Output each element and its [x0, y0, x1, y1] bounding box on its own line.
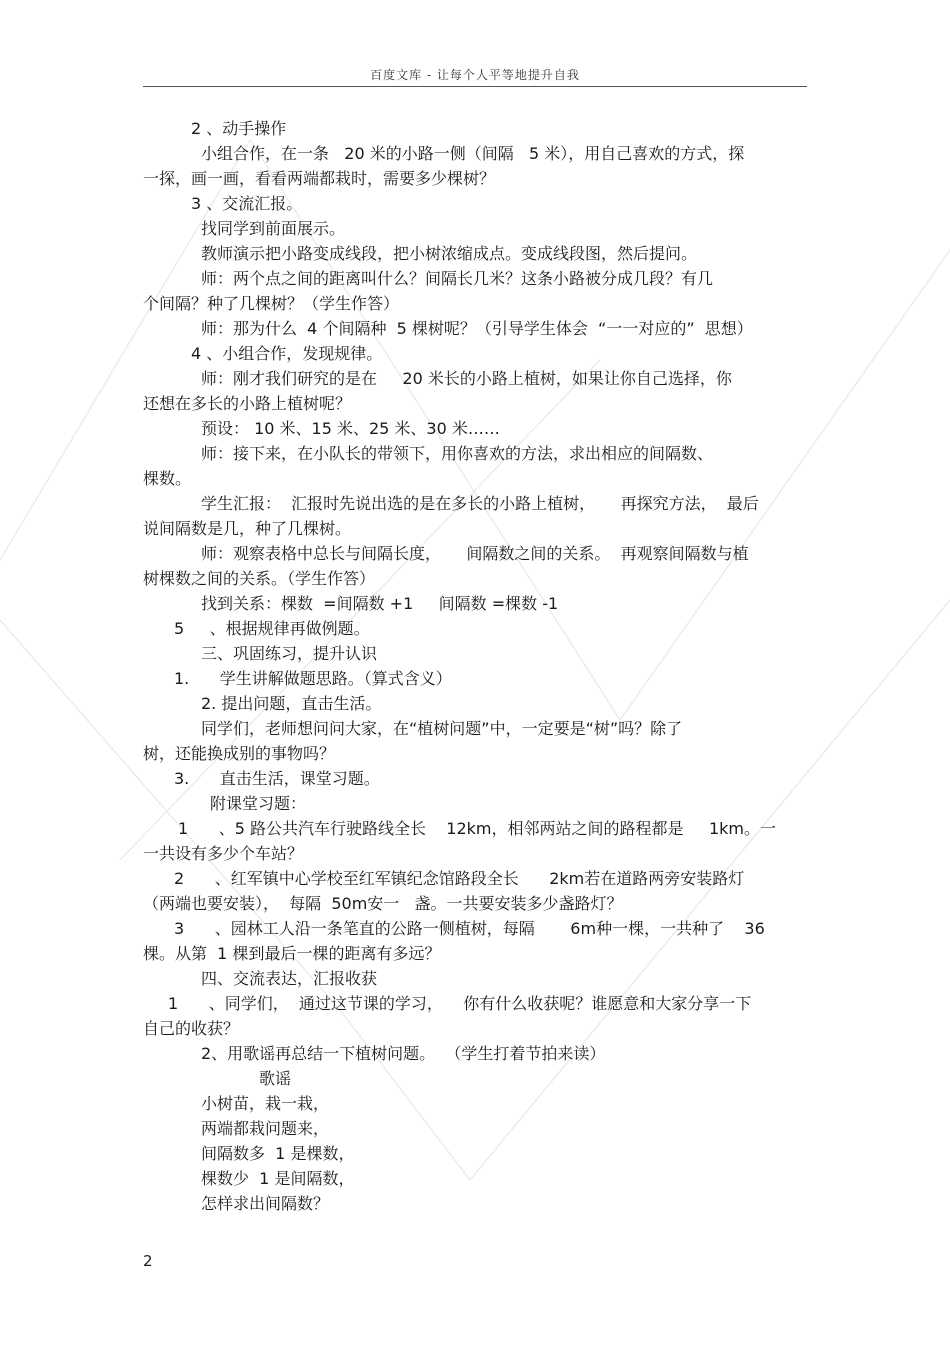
- text-line: 个间隔？种了几棵树？（学生作答）: [143, 294, 400, 313]
- text-line: 2、用歌谣再总结一下植树问题。 （学生打着节拍来读）: [201, 1044, 606, 1063]
- text-line: 师：那为什么 4 个间隔种 5 棵树呢？（引导学生体会 “一一对应的” 思想）: [201, 319, 753, 338]
- text-line: 3 、交流汇报。: [191, 194, 303, 213]
- text-line: 1. 学生讲解做题思路。（算式含义）: [174, 669, 452, 688]
- text-line: 学生汇报： 汇报时先说出选的是在多长的小路上植树， 再探究方法， 最后: [201, 494, 759, 513]
- text-line: 找到关系：棵数 =间隔数 +1 间隔数 =棵数 -1: [201, 594, 559, 613]
- text-line: 4 、小组合作，发现规律。: [191, 344, 383, 363]
- text-line: 师：两个点之间的距离叫什么？间隔长几米？这条小路被分成几段？有几: [201, 269, 714, 288]
- text-line: 附课堂习题：: [210, 794, 307, 813]
- text-line: 1 、同学们， 通过这节课的学习， 你有什么收获呢？谁愿意和大家分享一下: [168, 994, 752, 1013]
- text-line: 2 、动手操作: [191, 119, 287, 138]
- page-header: 百度文库 - 让每个人平等地提升自我: [370, 68, 580, 82]
- text-line: 找同学到前面展示。: [201, 219, 346, 238]
- text-line: 教师演示把小路变成线段，把小树浓缩成点。变成线段图，然后提问。: [201, 244, 698, 263]
- text-line: （两端也要安装）， 每隔 50m安一 盏。一共要安装多少盏路灯？: [143, 894, 623, 913]
- text-line: 预设： 10 米、15 米、25 米、30 米……: [201, 419, 500, 438]
- text-line: 树，还能换成别的事物吗？: [143, 744, 336, 763]
- text-line: 两端都栽问题来，: [201, 1119, 330, 1138]
- text-line: 一探，画一画，看看两端都栽时，需要多少棵树？: [143, 169, 496, 188]
- text-line: 同学们，老师想问问大家，在“植树问题”中，一定要是“树”吗？除了: [201, 719, 683, 738]
- text-line: 1 、5 路公共汽车行驶路线全长 12km，相邻两站之间的路程都是 1km。一: [178, 819, 776, 838]
- text-line: 间隔数多 1 是棵数，: [201, 1144, 355, 1163]
- text-line: 3 、园林工人沿一条笔直的公路一侧植树，每隔 6m种一棵，一共种了 36: [174, 919, 765, 938]
- text-line: 棵。从第 1 棵到最后一棵的距离有多远？: [143, 944, 441, 963]
- text-line: 棵数。: [143, 469, 192, 488]
- text-line: 师：观察表格中总长与间隔长度， 间隔数之间的关系。 再观察间隔数与植: [201, 544, 749, 563]
- text-line: 四、交流表达，汇报收获: [201, 969, 378, 988]
- text-line: 棵数少 1 是间隔数，: [201, 1169, 355, 1188]
- text-line: 还想在多长的小路上植树呢？: [143, 394, 352, 413]
- text-line: 怎样求出间隔数？: [201, 1194, 330, 1213]
- text-line: 师：刚才我们研究的是在 20 米长的小路上植树，如果让你自己选择，你: [201, 369, 732, 388]
- text-line: 2 、红军镇中心学校至红军镇纪念馆路段全长 2km若在道路两旁安装路灯: [174, 869, 745, 888]
- page-number: 2: [143, 1252, 153, 1270]
- text-line: 3. 直击生活，课堂习题。: [174, 769, 380, 788]
- text-line: 一共设有多少个车站？: [143, 844, 304, 863]
- text-line: 树棵数之间的关系。（学生作答）: [143, 569, 376, 588]
- text-line: 小树苗，栽一栽，: [201, 1094, 330, 1113]
- text-line: 说间隔数是几，种了几棵树。: [143, 519, 352, 538]
- text-line: 师：接下来，在小队长的带领下，用你喜欢的方法，求出相应的间隔数、: [201, 444, 714, 463]
- text-line: 2. 提出问题，直击生活。: [201, 694, 382, 713]
- text-line: 歌谣: [259, 1069, 292, 1088]
- text-line: 三、巩固练习，提升认识: [201, 644, 378, 663]
- text-line: 小组合作，在一条 20 米的小路一侧（间隔 5 米），用自己喜欢的方式，探: [201, 144, 745, 163]
- text-line: 5 、根据规律再做例题。: [174, 619, 370, 638]
- header-divider: [143, 86, 807, 87]
- text-line: 自己的收获？: [143, 1019, 240, 1038]
